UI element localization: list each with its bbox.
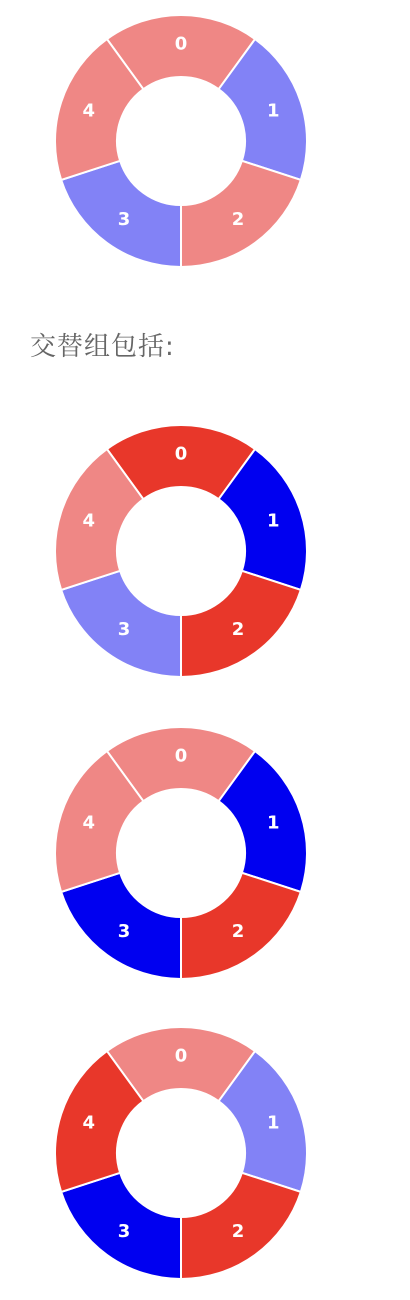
ring-segment-label: 4 <box>82 1112 96 1134</box>
ring-segment-label: 2 <box>231 208 245 230</box>
ring-segment-label: 0 <box>174 1045 188 1067</box>
pentagon-ring-2 <box>48 720 314 986</box>
ring-segment-label: 3 <box>117 920 131 942</box>
ring-segment-label: 2 <box>231 920 245 942</box>
ring-segment-label: 1 <box>266 1112 280 1134</box>
ring-segment-label: 0 <box>174 745 188 767</box>
ring-segment-label: 2 <box>231 618 245 640</box>
alternating-groups-caption: 交替组包括: <box>30 332 175 362</box>
pentagon-ring-0 <box>48 8 314 274</box>
ring-segment-label: 3 <box>117 1220 131 1242</box>
ring-segment-label: 4 <box>82 510 96 532</box>
pentagon-ring-1 <box>48 418 314 684</box>
ring-segment-label: 3 <box>117 208 131 230</box>
ring-segment-label: 0 <box>174 33 188 55</box>
ring-segment-label: 1 <box>266 100 280 122</box>
ring-segment-label: 3 <box>117 618 131 640</box>
ring-segment-label: 2 <box>231 1220 245 1242</box>
ring-segment-label: 4 <box>82 100 96 122</box>
ring-segment-label: 4 <box>82 812 96 834</box>
pentagon-ring-3 <box>48 1020 314 1286</box>
ring-segment-label: 1 <box>266 510 280 532</box>
ring-segment-label: 1 <box>266 812 280 834</box>
ring-segment-label: 0 <box>174 443 188 465</box>
